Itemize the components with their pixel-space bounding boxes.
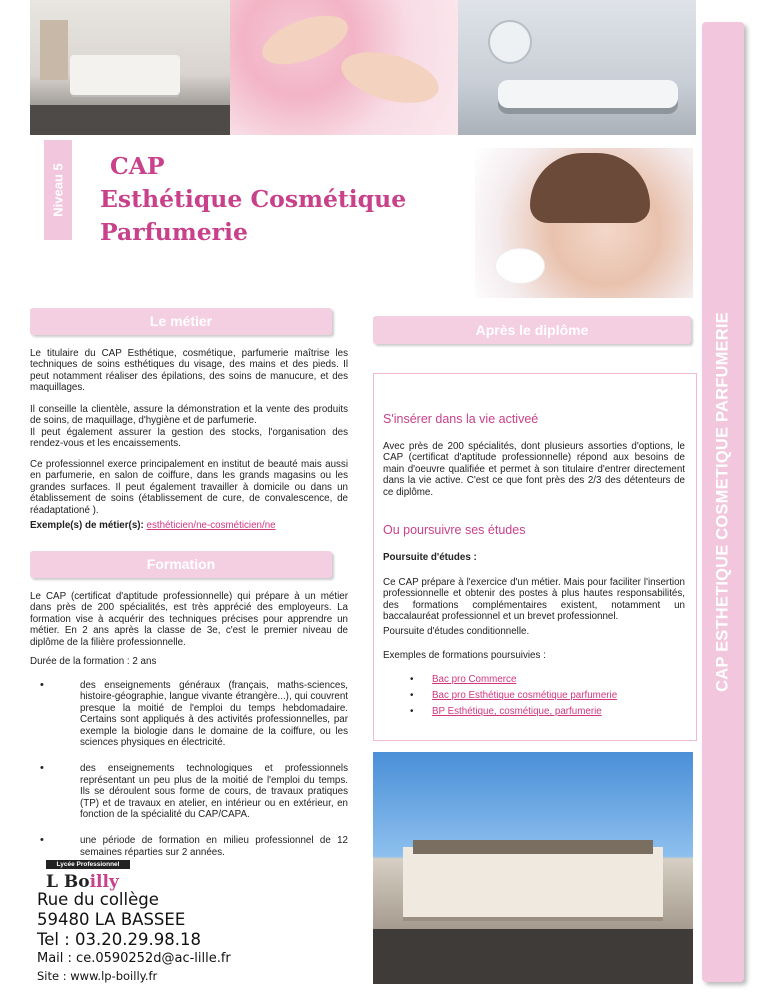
list-item: • des enseignements généraux (français, maths-sciences, histoire-géographie, langue vivante étrangère...), qui couvrent presque la moitié de l'emploi du temps hebdomadaire. Certains sont appliqués à des activités professionnelles, par exemple la biologie dans le domaine de la coiffure, ou les sciences physiques en électricité. [40,680,348,748]
formations-list [410,672,680,720]
insertion-subheading: S'insérer dans la vie activeé [383,412,539,426]
manicure-photo [230,0,458,135]
treatment-room-photo [458,0,696,135]
apres-heading: Après le diplôme [373,316,691,344]
list-item: • des enseignements technologiques et professionnels représentant un peu plus de la moitié de l'emploi du temps. Ils se déroulent sous forme de cours, de travaux pratiques (TP) et de travaux en atelier, en intérieur ou en extérieur, en fonction de la spécialité du CAP/CAPA. [40,763,348,820]
vertical-banner [702,22,744,982]
school-building-photo [373,752,693,984]
list-item [410,704,680,720]
link-bac-pro-commerce[interactable]: Bac pro Commerce [432,674,517,685]
formation-duree: Durée de la formation : 2 ans [30,656,157,667]
title-line-2: Esthétique Cosmétique [100,185,407,213]
list-item: • une période de formation en milieu professionnel de 12 semaines réparties sur 2 années. [40,835,348,858]
formation-paragraph: Le CAP (certificat d'aptitude professionnelle) qui prépare à un métier dans près de 200 spécialités, est très apprécié des employeurs. La formation vise à acquérir des techniques précises pour apprendre un métier. En 2 ans après la classe de 3e, c'est le premier niveau de diplôme de la filière professionnelle. [30,591,348,648]
niveau-tab [44,140,72,240]
address-tel: Tel : 03.20.29.98.18 [37,930,202,949]
logo-name-b: illy [89,872,119,892]
logo-mark: L Boilly [46,872,119,892]
formation-list [40,680,348,873]
vertical-banner-text: CAP ESTHETIQUE COSMETIQUE PARFUMERIE [713,312,732,692]
list-item [410,688,680,704]
salon-photo [30,0,230,135]
facial-care-photo [475,148,693,298]
poursuite-paragraph: Ce CAP prépare à l'exercice d'un métier. Mais pour faciliter l'insertion professionnelle et obtenir des postes à plus hautes responsabilités, des formations complémentaires existent, notamment un baccalauréat professionnel et un brevet professionnel. [383,577,685,623]
list-item [410,672,680,688]
exemples-label: Exemples de formations poursuivies : [383,650,546,661]
metier-paragraph-4: Ce professionnel exerce principalement en institut de beauté mais aussi en parfumerie, en salon de coiffure, dans les grands magasins ou les grandes surfaces. Il peut également travailler à domicile ou dans un établissement de soins (établissement de cure, de convalescence, de réadaptationé ). [30,459,348,516]
address-street: Rue du collège [37,890,159,909]
example-label: Exemple(s) de métier(s): [30,520,144,531]
formation-heading: Formation [30,551,332,578]
title-line-3: Parfumerie [100,218,248,246]
poursuite-subheading: Ou poursuivre ses études [383,523,526,537]
metier-paragraph-1: Le titulaire du CAP Esthétique, cosmétique, parfumerie maîtrise les techniques de soins esthétiques du visage, des mains et des pieds. Il peut notamment réaliser des épilations, des soins de manucure, et des maquillages. [30,348,348,394]
link-bp-esthetique[interactable]: BP Esthétique, cosmétique, parfumerie [432,706,602,717]
address-mail[interactable]: Mail : ce.0590252d@ac-lille.fr [37,951,231,966]
school-logo [46,860,130,890]
metier-example [30,520,348,531]
poursuite-conditionnelle: Poursuite d'études conditionnelle. [383,626,530,637]
link-bac-pro-esthetique[interactable]: Bac pro Esthétique cosmétique parfumerie [432,690,618,701]
example-link[interactable]: esthéticien/ne-cosméticien/ne [146,520,276,531]
address-site[interactable]: Site : www.lp-boilly.fr [37,969,158,983]
insertion-paragraph: Avec près de 200 spécialités, dont plusieurs assorties d'options, le CAP (certificat d'aptitude professionnelle) répond aux besoins de main d'oeuvre qualifiée et permet à son titulaire d'entrer directement dans la vie active. C'est ce que font près des 2/3 des détenteurs de ce diplôme. [383,441,685,498]
poursuite-label: Poursuite d'études : [383,552,477,563]
logo-name-a: Bo [63,872,90,892]
address-city: 59480 LA BASSEE [37,910,186,929]
metier-paragraph-2: Il conseille la clientèle, assure la démonstration et la vente des produits de soins, de maquillage, d'hygiène et de parfumerie. [30,404,348,427]
logo-top-text: Lycée Professionnel [46,860,130,869]
metier-paragraph-3: Il peut également assurer la gestion des stocks, l'organisation des rendez-vous et les encaissements. [30,427,348,450]
title-line-1: CAP [110,152,165,180]
niveau-label: Niveau 5 [50,163,66,217]
metier-heading: Le métier [30,308,332,335]
